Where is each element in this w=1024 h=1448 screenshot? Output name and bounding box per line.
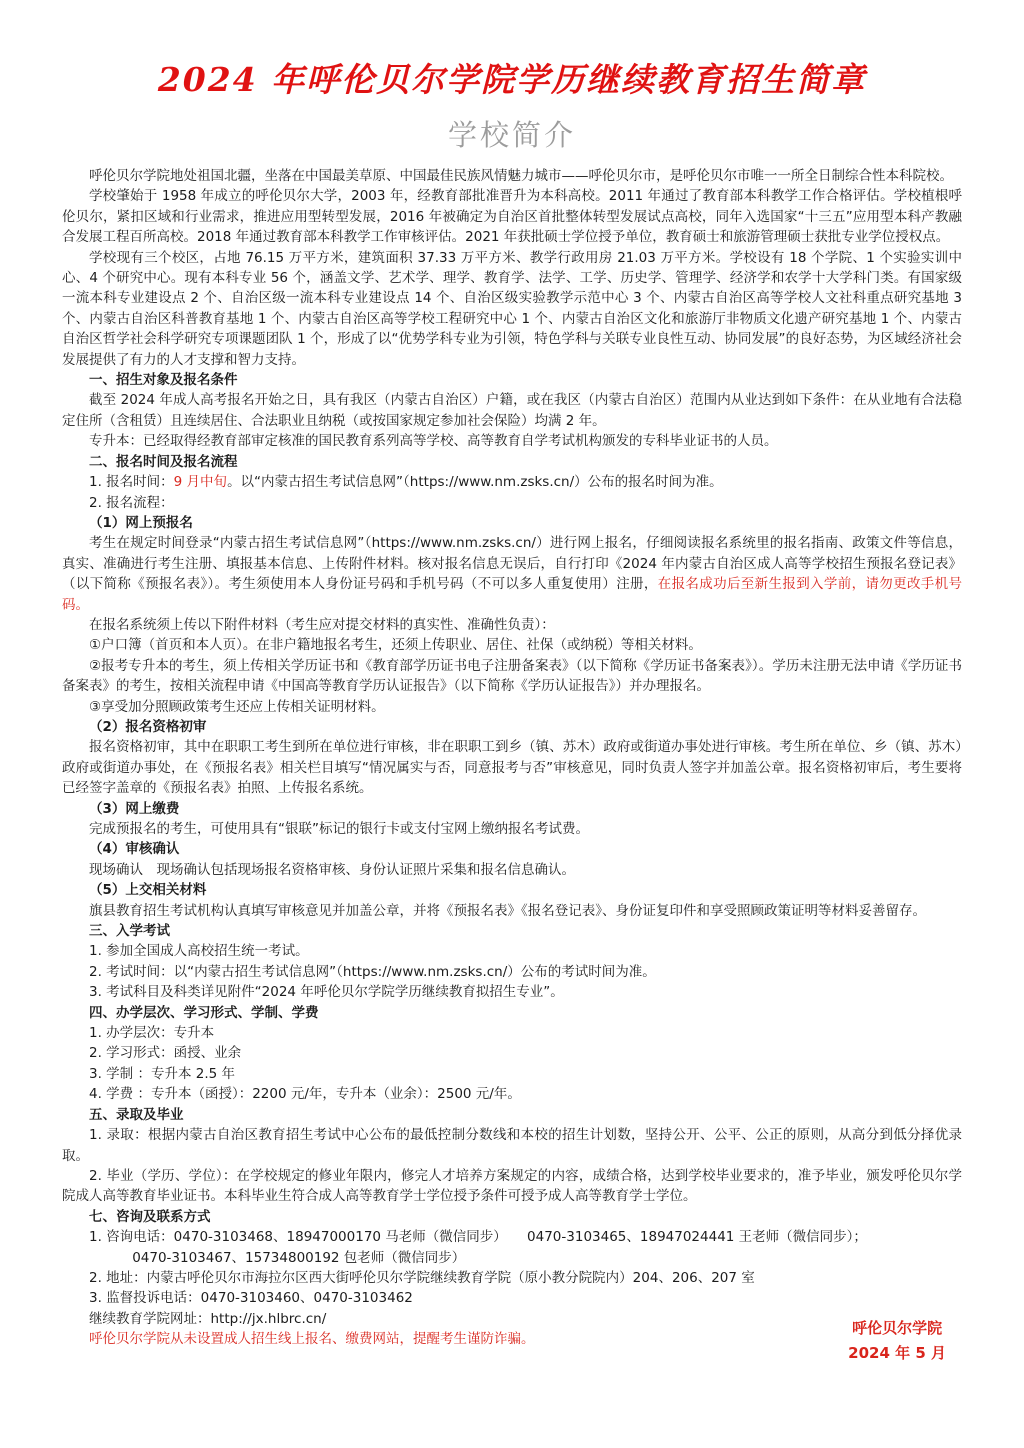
text-run: （1）网上预报名 — [89, 514, 193, 531]
list-item — [62, 1043, 962, 1063]
text-run: 1. 参加全国成人高校招生统一考试。 — [89, 943, 309, 960]
text-run: 继续教育学院网址：http://jx.hlbrc.cn/ — [89, 1310, 327, 1327]
highlighted-text: 呼伦贝尔学院从未设置成人招生线上报名、缴费网站，提醒考生谨防诈骗。 — [89, 1331, 535, 1348]
text-run: 1. 咨询电话：0470-3103468、18947000170 马老师（微信同步） 0470-3103465、18947024441 王老师（微信同步）； — [89, 1229, 867, 1246]
text-run: 考生在规定时间登录“内蒙古招生考试信息网”（https://www.nm.zsks.cn/）进行网上报名，仔细阅读报名系统里的报名指南、政策文件等信息，真实、准确进行考生注册、填报基本信息、上传附件材料。核对报名信息无误后，自行打印《2024 年内蒙古自治区成人高等学校招生预报名登记表》（以下简称《预报名表》）。考生须使用本人身份证号码和手机号码（不可以多人重复使用）注册， — [62, 535, 962, 593]
text-run: 1. 办学层次：专升本 — [89, 1025, 215, 1042]
text-run: 3. 监督投诉电话：0470-3103460、0470-3103462 — [89, 1290, 413, 1307]
text-run: 完成预报名的考生，可使用具有“银联”标记的银行卡或支付宝网上缴纳报名考试费。 — [89, 821, 589, 837]
list-item — [62, 860, 962, 880]
paragraph — [62, 533, 962, 615]
list-item — [62, 493, 962, 513]
text-run: 1. 报名时间： — [89, 474, 174, 491]
text-run: 2. 考试时间：以“内蒙古招生考试信息网”（https://www.nm.zsks.cn/）公布的考试时间为准。 — [89, 963, 656, 980]
text-run: （3）网上缴费 — [89, 800, 180, 817]
text-run: 。以“内蒙古招生考试信息网”（https://www.nm.zsks.cn/）公布的报名时间为准。 — [227, 474, 723, 491]
text-run: 3. 学制 ：专升本 2.5 年 — [89, 1065, 236, 1082]
text-run: 3. 考试科目及科类详见附件“2024 年呼伦贝尔学院学历继续教育拟招生专业”。 — [89, 984, 564, 1001]
text-run: 现场确认 现场确认包括现场报名资格审核、身份认证照片采集和报名信息确认。 — [89, 861, 575, 878]
text-run: 一、招生对象及报名条件 — [89, 372, 238, 389]
signature-org: 呼伦贝尔学院 — [852, 1319, 943, 1337]
list-item — [62, 819, 962, 839]
paragraph — [62, 1166, 962, 1207]
paragraph — [62, 737, 962, 798]
text-run: 旗县教育招生考试机构认真填写审核意见并加盖公章，并将《预报名表》《报名登记表》、身份证复印件和享受照顾政策证明等材料妥善留存。 — [89, 902, 926, 919]
list-item — [62, 697, 962, 717]
paragraph — [62, 431, 962, 451]
signature-block — [848, 1316, 946, 1366]
highlighted-text: 在报名成功后至新生报到入学前，请勿更改手机号码。 — [62, 576, 963, 613]
subsection-heading — [62, 513, 962, 533]
text-run: 七、咨询及联系方式 — [89, 1208, 211, 1225]
text-run: 2. 毕业（学历、学位）：在学校规定的修业年限内，修完人才培养方案规定的内容，成绩合格，达到学校毕业要求的，准予毕业，颁发呼伦贝尔学院成人高等教育毕业证书。本科毕业生符合成人高等教育学士学位授予条件可授予成人高等教育学士学位。 — [62, 1167, 962, 1205]
list-item — [62, 1288, 962, 1308]
list-item — [62, 901, 962, 921]
text-run: 2. 学习形式：函授、业余 — [89, 1045, 242, 1062]
list-item — [62, 1268, 962, 1288]
paragraph — [62, 615, 962, 635]
text-run: 2. 报名流程： — [89, 494, 174, 511]
highlighted-text: 9 月中旬 — [173, 474, 228, 491]
text-run: ③享受加分照顾政策考生还应上传相关证明材料。 — [89, 698, 385, 715]
text-run: ①户口簿（首页和本人页）。在非户籍地报名考生，还须上传职业、居住、社保（或纳税）等相关材料。 — [89, 637, 702, 654]
list-item — [62, 1227, 962, 1247]
section-heading — [62, 370, 962, 390]
list-item — [62, 1309, 962, 1329]
text-run: 0470-3103467、15734800192 包老师（微信同步） — [132, 1249, 466, 1266]
paragraph — [62, 248, 962, 370]
signature-date: 2024 年 5 月 — [848, 1344, 946, 1362]
list-item — [62, 1023, 962, 1043]
document-subtitle: 学校简介 — [447, 118, 576, 152]
text-run: 专升本：已经取得经教育部审定核准的国民教育系列高等学校、高等教育自学考试机构颁发的专科毕业证书的人员。 — [89, 433, 778, 450]
list-item — [62, 472, 962, 492]
text-run: 二、报名时间及报名流程 — [89, 453, 238, 470]
list-item — [62, 982, 962, 1002]
section-heading — [62, 1105, 962, 1125]
text-run: 截至 2024 年成人高考报名开始之日，具有我区（内蒙古自治区）户籍，或在我区（内蒙古自治区）范围内从业达到如下条件：在从业地有合法稳定住所（含租赁）且连续居住、合法职业且纳税（或按国家规定参加社会保险）均满 2 年。 — [62, 392, 962, 429]
text-run: 报名资格初审，其中在职职工考生到所在单位进行审核，非在职职工到乡（镇、苏木）政府或街道办事处进行审核。考生所在单位、乡（镇、苏木）政府或街道办事处，在《预报名表》相关栏目填写“情况属实与否，同意报考与否”审核意见，同时负责人签字并加盖公章。报名资格初审后，考生要将已经签字盖章的《预报名表》拍照、上传报名系统。 — [62, 739, 962, 797]
section-heading — [62, 1003, 962, 1023]
subsection-heading — [62, 880, 962, 900]
text-run: （2）报名资格初审 — [89, 718, 207, 735]
list-item — [62, 1084, 962, 1104]
text-run: （5）上交相关材料 — [89, 882, 207, 899]
paragraph — [62, 390, 962, 431]
paragraph — [62, 656, 962, 697]
text-run: 2. 地址：内蒙古呼伦贝尔市海拉尔区西大街呼伦贝尔学院继续教育学院（原小教分院院内）204、206、207 室 — [89, 1269, 755, 1286]
list-item-indented — [62, 1248, 962, 1268]
text-run: 三、入学考试 — [89, 923, 170, 940]
paragraph — [62, 186, 962, 247]
text-run: ②报考专升本的考生，须上传相关学历证书和《教育部学历证书电子注册备案表》（以下简称《学历证书备案表》）。学历未注册无法申请《学历证书备案表》的考生，按相关流程申请《中国高等教育学历认证报告》（以下简称《学历认证报告》）并办理报名。 — [62, 657, 962, 695]
list-item — [62, 962, 962, 982]
section-heading — [62, 452, 962, 472]
list-item — [62, 635, 962, 655]
document-body — [62, 166, 962, 1350]
section-heading — [62, 1207, 962, 1227]
document-title: 2024 年呼伦贝尔学院学历继续教育招生简章 — [157, 60, 867, 99]
text-run: 在报名系统须上传以下附件材料（考生应对提交材料的真实性、准确性负责）： — [89, 616, 555, 633]
text-run: 五、录取及毕业 — [89, 1106, 184, 1123]
text-run: 学校现有三个校区，占地 76.15 万平方米，建筑面积 37.33 万平方米、教学行政用房 21.03 万平方米。学校设有 18 个学院、1 个实验实训中心、4 个研究中心。现有本科专业 56 个，涵盖文学、艺术学、理学、教育学、法学、工学、历史学、管理学、经济学和农学十大学科门类。有国家级一流本科专业建设点 2 个、自治区级一流本科专业建设点 14 个、自治区级实验教学示范中心 3 个、内蒙古自治区高等学校人文社科重点研究基地 3 个、内蒙古自治区科普教育基地 1 个、内蒙古自治区高等学校工程研究中心 1 个、内蒙古自治区文化和旅游厅非物质文化遗产研究基地 1 个、内蒙古自治区哲学社会科学研究专项课题团队 1 个，形成了以“优势学科专业为引领，特色学科与关联专业良性互动、协同发展”的良好态势，为区域经济社会发展提供了有力的人才支撑和智力支持。 — [62, 249, 962, 368]
list-item — [62, 1125, 962, 1166]
list-item — [62, 1329, 962, 1349]
list-item — [62, 941, 962, 961]
list-item — [62, 1064, 962, 1084]
subsection-heading — [62, 717, 962, 737]
text-run: （4）审核确认 — [89, 841, 180, 858]
text-run: 学校肇始于 1958 年成立的呼伦贝尔大学，2003 年，经教育部批准晋升为本科高校。2011 年通过了教育部本科教学工作合格评估。学校植根呼伦贝尔，紧扣区域和行业需求，推进应用型转型发展，2016 年被确定为自治区首批整体转型发展试点高校，同年入选国家“十三五”应用型本科产教融合发展工程百所高校。2018 年通过教育部本科教学工作审核评估。2021 年获批硕士学位授予单位，教育硕士和旅游管理硕士获批专业学位授权点。 — [62, 188, 962, 246]
text-run: 四、办学层次、学习形式、学制、学费 — [89, 1004, 319, 1021]
text-run: 1. 录取：根据内蒙古自治区教育招生考试中心公布的最低控制分数线和本校的招生计划数，坚持公开、公平、公正的原则，从高分到低分择优录取。 — [62, 1127, 962, 1164]
subsection-heading — [62, 799, 962, 819]
subsection-heading — [62, 839, 962, 859]
text-run: 4. 学费 ：专升本（函授）：2200 元/年，专升本（业余）：2500 元/年。 — [89, 1086, 521, 1103]
paragraph — [62, 166, 962, 186]
section-heading — [62, 921, 962, 941]
text-run: 呼伦贝尔学院地处祖国北疆，坐落在中国最美草原、中国最佳民族风情魅力城市——呼伦贝尔市，是呼伦贝尔市唯一一所全日制综合性本科院校。 — [89, 168, 953, 184]
